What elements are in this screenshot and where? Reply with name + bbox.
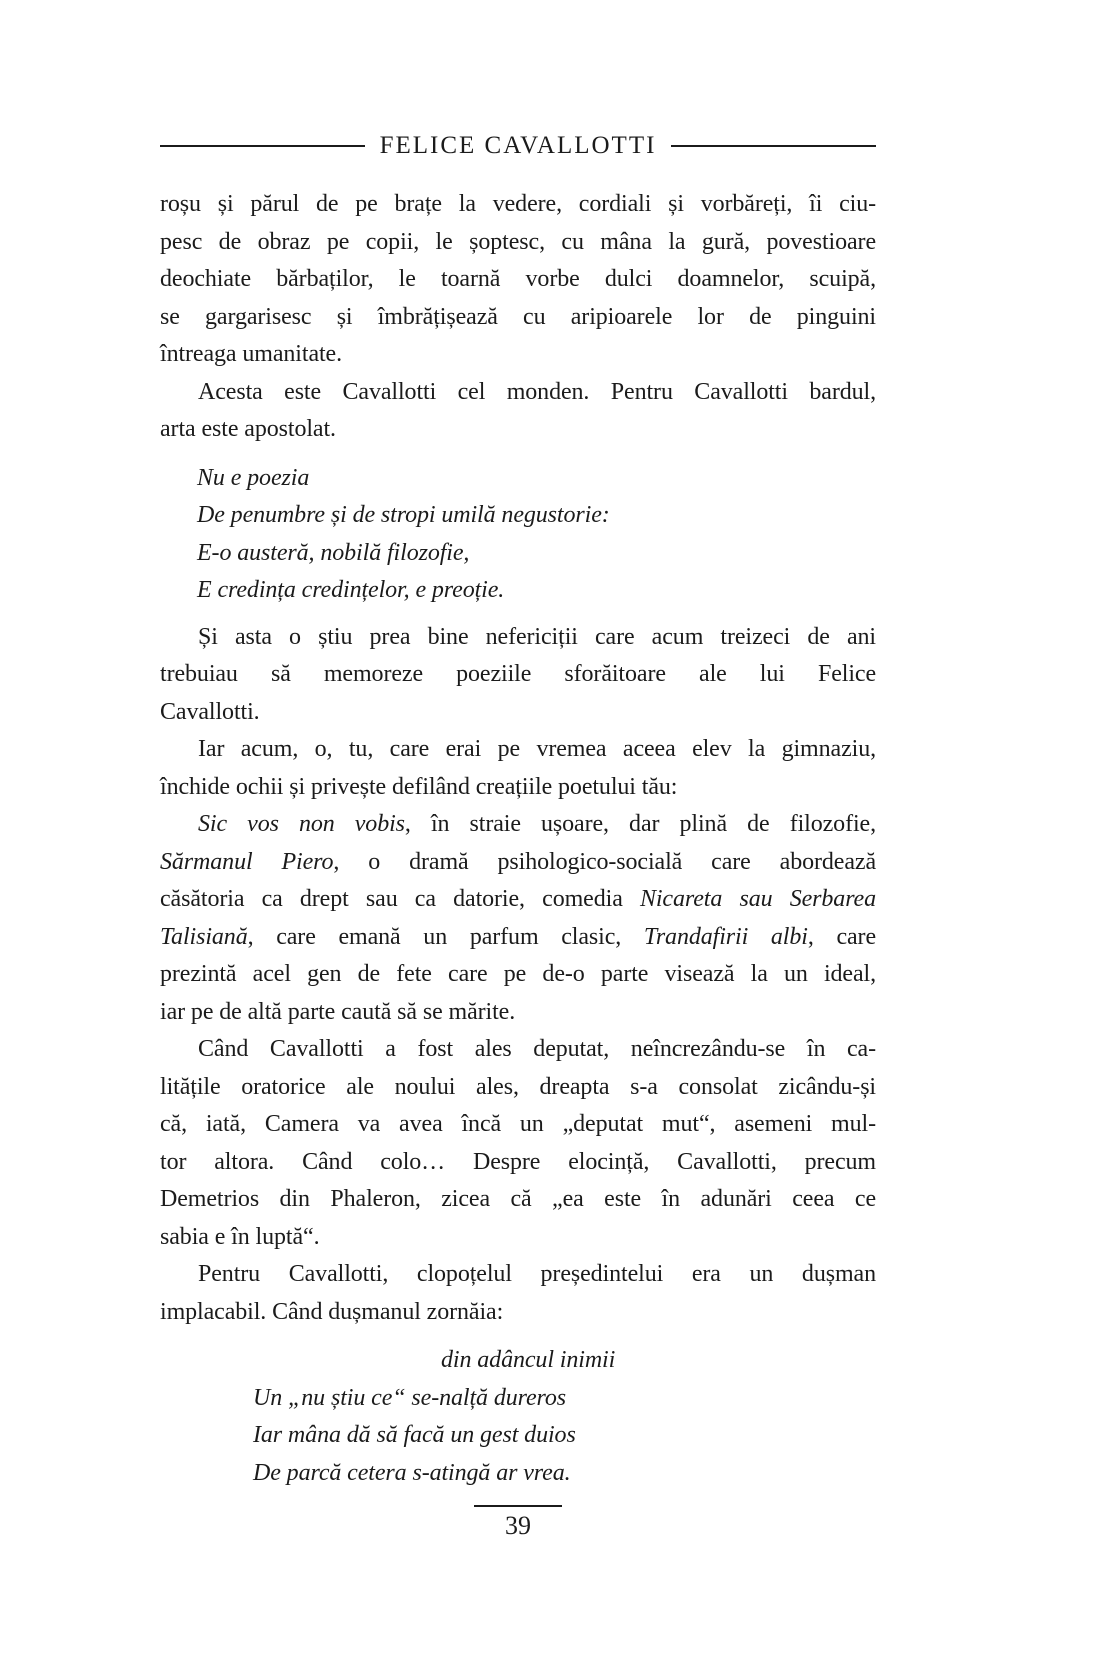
- text-segment: Nu e poezia: [197, 464, 310, 491]
- text-line: [160, 656, 876, 694]
- italic-text-segment: Sărmanul Piero: [160, 848, 334, 875]
- italic-text-segment: Talisiană: [160, 923, 248, 950]
- text-line: [197, 497, 876, 535]
- text-line: [197, 535, 876, 573]
- text-segment: De parcă cetera s-atingă ar vrea.: [253, 1459, 571, 1486]
- text-line: [160, 1219, 876, 1257]
- text-line: [160, 694, 876, 732]
- text-segment: se gargarisesc și îmbrățișează cu aripioarele lor de pinguini: [160, 303, 876, 330]
- running-head: [160, 130, 876, 162]
- text-segment: căsătoria ca drept sau ca datorie, comedia: [160, 886, 640, 912]
- text-segment: , care emană un parfum clasic,: [247, 923, 644, 950]
- page-content: [160, 130, 876, 1542]
- text-segment: , o dramă psihologico-socială care abordează: [333, 848, 877, 875]
- text-segment: deochiate bărbaților, le toarnă vorbe dulci doamnelor, scuipă,: [160, 266, 876, 292]
- text-segment: E-o austeră, nobilă filozofie,: [197, 539, 470, 566]
- text-line: [160, 224, 876, 262]
- text-line: [160, 374, 876, 412]
- text-line: [160, 881, 876, 919]
- paragraph: [160, 806, 876, 1031]
- italic-text-segment: Trandafirii albi: [643, 923, 808, 950]
- text-line: [160, 1069, 876, 1107]
- text-segment: arta este apostolat.: [160, 416, 336, 442]
- text-line: [160, 919, 876, 957]
- paragraph: [160, 619, 876, 732]
- text-line: [160, 1144, 876, 1182]
- running-head-title: FELICE CAVALLOTTI: [379, 132, 657, 159]
- text-line: [253, 1342, 876, 1380]
- text-segment: închide ochii și privește defilând creațiile poetului tău:: [160, 773, 678, 800]
- text-line: [160, 1106, 876, 1144]
- text-line: [160, 1256, 876, 1294]
- body-text: [160, 186, 876, 1492]
- paragraph: [160, 186, 876, 374]
- text-segment: Cavallotti.: [160, 698, 260, 725]
- text-segment: că, iată, Camera va avea încă un „deputat mut“, asemeni mul-: [160, 1111, 876, 1137]
- page-number: 39: [505, 1511, 531, 1540]
- text-line: [160, 299, 876, 337]
- text-segment: Iar mâna dă să facă un gest duios: [253, 1422, 576, 1448]
- text-segment: tor altora. Când colo… Despre elocință, Cavallotti, precum: [160, 1148, 876, 1175]
- verse-block: [253, 1342, 876, 1492]
- text-segment: întreaga umanitate.: [160, 341, 343, 367]
- text-segment: Pentru Cavallotti, clopoțelul președintelui era un dușman: [198, 1261, 876, 1287]
- text-segment: iar pe de altă parte caută să se mărite.: [160, 998, 516, 1025]
- text-segment: litățile oratorice ale noului ales, dreapta s-a consolat zicându-și: [160, 1073, 876, 1100]
- text-line: [160, 956, 876, 994]
- text-line: [160, 769, 876, 807]
- text-segment: implacabil. Când dușmanul zornăia:: [160, 1298, 504, 1325]
- text-line: [253, 1455, 876, 1493]
- header-rule-right: [671, 145, 876, 147]
- text-segment: Când Cavallotti a fost ales deputat, neîncrezându-se în ca-: [198, 1036, 876, 1062]
- text-segment: , în straie ușoare, dar plină de filozofie,: [404, 811, 876, 837]
- text-line: [197, 572, 876, 610]
- paragraph: [160, 374, 876, 449]
- paragraph: [160, 731, 876, 806]
- text-segment: din adâncul inimii: [441, 1347, 616, 1373]
- page-footer: [160, 1505, 876, 1542]
- text-segment: , care: [807, 923, 876, 950]
- text-line: [160, 994, 876, 1032]
- text-line: [253, 1380, 876, 1418]
- text-line: [160, 411, 876, 449]
- text-segment: sabia e în luptă“.: [160, 1223, 320, 1250]
- text-segment: pesc de obraz pe copii, le șoptesc, cu mâna la gură, povestioare: [160, 228, 876, 255]
- text-line: [160, 336, 876, 374]
- text-segment: trebuiau să memoreze poeziile sforăitoare ale lui Felice: [160, 661, 876, 687]
- text-segment: De penumbre și de stropi umilă negustorie:: [197, 502, 610, 528]
- text-segment: Și asta o știu prea bine nefericiții care acum treizeci de ani: [198, 623, 876, 650]
- verse-block: [197, 460, 876, 610]
- folio-rule: [474, 1505, 562, 1507]
- text-segment: prezintă acel gen de fete care pe de-o parte visează la un ideal,: [160, 961, 876, 987]
- text-segment: Demetrios din Phaleron, zicea că „ea este în adunări ceea ce: [160, 1186, 876, 1212]
- text-line: [160, 1181, 876, 1219]
- paragraph: [160, 1031, 876, 1256]
- text-segment: Iar acum, o, tu, care erai pe vremea aceea elev la gimnaziu,: [198, 736, 876, 762]
- text-line: [253, 1417, 876, 1455]
- text-line: [197, 460, 876, 498]
- text-line: [160, 806, 876, 844]
- text-line: [160, 731, 876, 769]
- text-segment: E credința credințelor, e preoție.: [197, 577, 505, 603]
- text-line: [160, 619, 876, 657]
- text-line: [160, 186, 876, 224]
- paragraph: [160, 1256, 876, 1331]
- text-line: [160, 1031, 876, 1069]
- text-segment: Acesta este Cavallotti cel monden. Pentru Cavallotti bardul,: [198, 378, 876, 405]
- text-segment: roșu și părul de pe brațe la vedere, cordiali și vorbăreți, îi ciu-: [160, 191, 876, 217]
- header-rule-left: [160, 145, 365, 147]
- italic-text-segment: Nicareta sau Serbarea: [639, 886, 876, 912]
- text-segment: Un „nu știu ce“ se-nalță dureros: [253, 1384, 567, 1411]
- text-line: [160, 261, 876, 299]
- text-line: [160, 1294, 876, 1332]
- text-line: [160, 844, 876, 882]
- italic-text-segment: Sic vos non vobis: [198, 811, 405, 837]
